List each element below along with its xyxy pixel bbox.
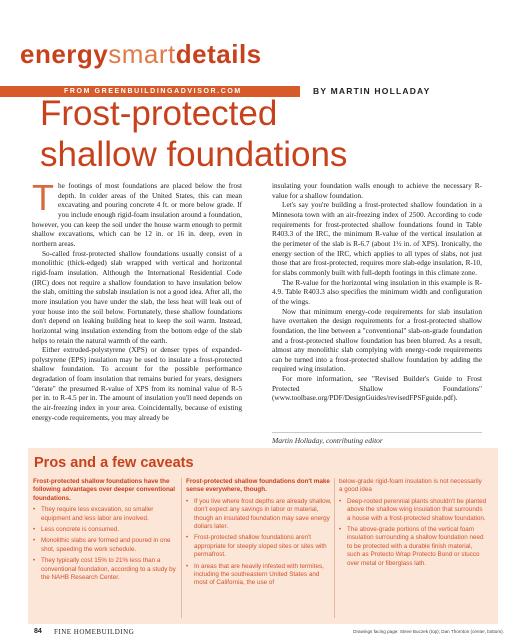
list-item: • Deep-rooted perennial plants shouldn't be planted above the shallow wing insulation that surrounds a house with a frost-protected shallow foundation. (339, 498, 487, 523)
article-column-left (32, 177, 242, 422)
sidebar-column-1 (33, 478, 181, 585)
list-item: • Frost-protected shallow foundations aren't appropriate for steeply sloped sites or sites with permafrost. (186, 534, 334, 559)
sidebar-box (28, 448, 498, 624)
list-item: • They typically cost 15% to 21% less than a conventional foundation, according to a study by the NAHB Research Center. (33, 557, 181, 582)
body-paragraph: The R-value for the horizontal wing insulation in this example is R-4.9. Table R403.3 also specifies the minimum width and configuration of the wings. (272, 277, 482, 306)
bullet-list (33, 506, 181, 582)
list-item: • Less concrete is consumed. (33, 526, 181, 534)
sidebar-lead: Frost-protected shallow foundations don't make sense everywhere, though. (186, 478, 330, 494)
article-column-right (272, 181, 482, 403)
bullet-list (339, 498, 487, 568)
sidebar-title: Pros and a few caveats (34, 455, 194, 471)
department-logo (20, 40, 262, 68)
title-line-2: shallow foundations (40, 135, 348, 174)
body-paragraph: Either extruded-polystyrene (XPS) or denser types of expanded-polystyrene (EPS) insulation may be used to insulate a frost-protected shallow foundation. To account for the possible performance degradation of foam insulation that remains buried for years, designers "derate" the presumed R-value of XPS from its nominal value of R-5 per in. to R-4.5 per in. The amount of insulation you'll need depends on the air-freezing index in your area. Coincidentally, because of existing energy-code requirements, you may already be (32, 345, 242, 422)
continued-text: below-grade rigid-foam insulation is not necessarily a good idea (339, 478, 482, 494)
sidebar-column-2 (186, 478, 334, 591)
logo-word-energy: energy (20, 39, 109, 69)
body-paragraph: For more information, see "Revised Builder's Guide to Frost Protected Shallow Foundations" (www.toolbase.org/PDF/DesignGuides/revisedFPSFguide.pdf). (272, 374, 482, 403)
article-title (40, 93, 347, 175)
body-paragraph: Now that minimum energy-code requirements for slab insulation have overtaken the design requirements for a frost-protected shallow foundation, the line between a "conventional" slab-on-grade foundation and a frost-protected shallow foundation has been blurred. As a result, almost any monolithic slab complying with energy-code requirements can be turned into a frost-protected shallow foundation by adding the required wing insulation. (272, 306, 482, 374)
body-paragraph: insulating your foundation walls enough to achieve the necessary R-value for a shallow foundation. (272, 181, 482, 200)
drop-cap: T (32, 177, 54, 218)
byline: BY MARTIN HOLLADAY (313, 86, 431, 96)
list-item: • Monolithic slabs are formed and poured in one shot, speeding the work schedule. (33, 537, 181, 554)
page-footer (0, 628, 524, 640)
logo-word-smart: smart (108, 39, 176, 69)
body-paragraph: Let's say you're building a frost-protected shallow foundation in a Minnesota town with an air-freezing index of 2500. According to code requirements for frost-protected shallow foundations found in Table R403.3 of the IRC, the minimum R-value of the vertical insulation at the perimeter of the slab is R-6.7 (about 1½ in. of XPS). Ironically, the energy section of the IRC, which applies to all types of slabs, not just those that are frost-protected, requires more slab-edge insulation, R-10, for slabs commonly built with full-depth footings in this climate zone. (272, 200, 482, 277)
sidebar-column-3 (339, 478, 487, 571)
body-paragraph: The footings of most foundations are placed below the frost depth. In colder areas of the United States, this can mean excavating and pouring concrete 4 ft. or more below grade. If you include enough rigid-foam insulation around a foundation, however, you can keep the soil under the house warm enough to permit shallow excavations, which can be 12 in. or 16 in. deep, even in northern areas. (32, 177, 242, 248)
list-item: • The above-grade portions of the vertical foam insulation surrounding a shallow foundation need to be protected with a durable finish material, such as Protecto Wrap Protecto Bond or stucco over metal or fiberglass lath. (339, 526, 487, 568)
magazine-name: FINE HOMEBUILDING (54, 628, 135, 636)
sidebar-lead: Frost-protected shallow foundations have the following advantages over deeper conventional foundations. (33, 478, 176, 502)
bullet-list (186, 498, 334, 588)
author-signoff: Martin Holladay, contributing editor (272, 432, 482, 445)
page-number: 84 (34, 628, 42, 635)
list-item: • If you live where frost depths are already shallow, don't expect any savings in labor or material, though an insulated foundation may save energy dollars later. (186, 498, 334, 532)
page-header (0, 20, 524, 96)
source-url: FROM GREENBUILDINGADVISOR.COM (64, 88, 242, 95)
title-line-1: Frost-protected (40, 94, 278, 133)
logo-word-details: details (175, 39, 262, 69)
list-item: • They require less excavation, so smaller equipment and less labor are involved. (33, 506, 181, 523)
body-paragraph: So-called frost-protected shallow foundations usually consist of a monolithic (thick-edged) slab wrapped with vertical and horizontal rigid-foam insulation. Although the International Residential Code (IRC) does not require a shallow foundation to have insulation below the slab, omitting the subslab insulation is not a good idea. After all, the more insulation you have under the slab, the less heat will leak out of your house into the soil below. Fortunately, these shallow foundations don't depend on leaking building heat to keep the soil warm. Instead, horizontal wing insulation extending from the bottom edge of the slab helps to retain the natural warmth of the earth. (32, 248, 242, 345)
list-item: • In areas that are heavily infested with termites, including the southeastern United States and most of California, the use of (186, 563, 334, 588)
photo-credit: Drawings facing page: Steve Buczek (top); Dan Thornton (center, bottom). (353, 629, 504, 634)
